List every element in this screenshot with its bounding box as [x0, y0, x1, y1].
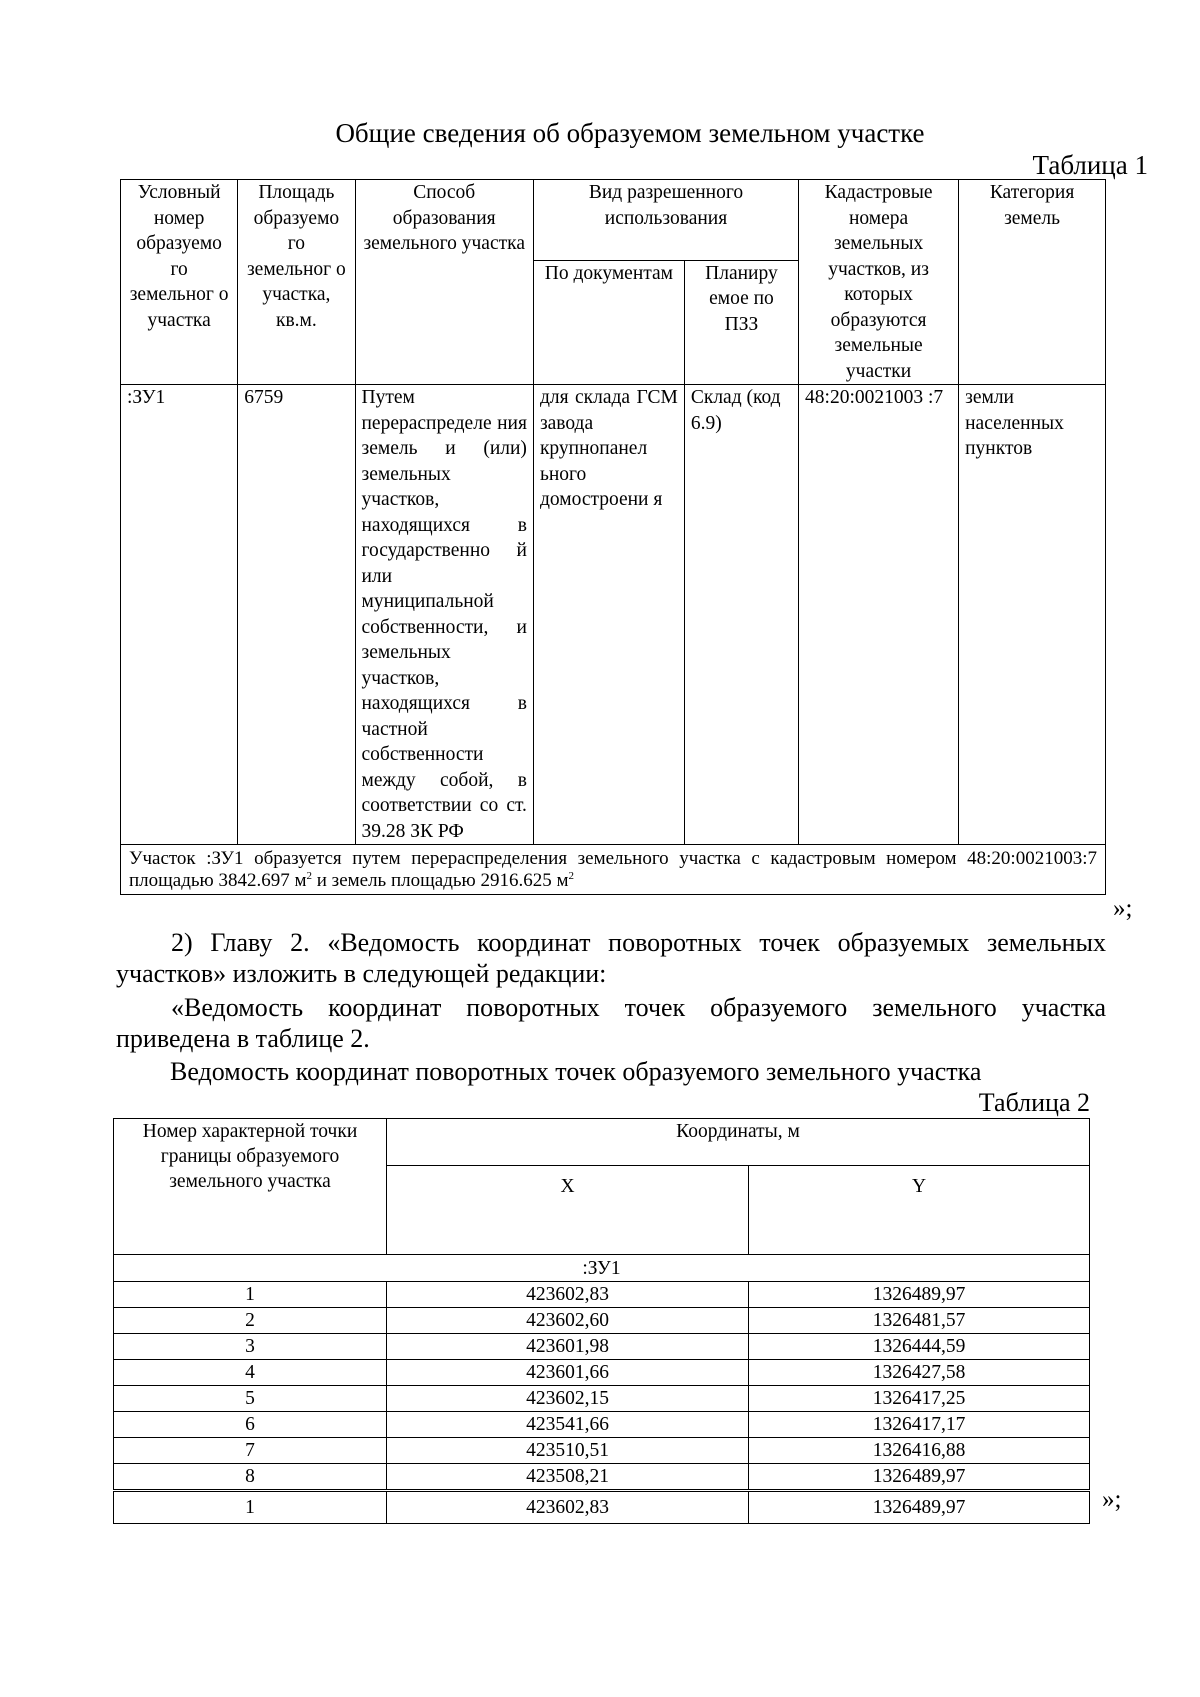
paragraph-table2-intro: «Ведомость координат поворотных точек образуемого земельного участка приведена в таблице 2.	[116, 993, 1106, 1053]
cell-method: Путем перераспределе ния земель и (или) земельных участков, находящихся в государственно й или муниципальной собственности, и земельных участков, находящихся в частной собственности между собой, в соответствии со ст. 39.28 ЗК РФ	[355, 385, 533, 845]
table-row	[121, 385, 1106, 845]
table1-label: Таблица 1	[1032, 150, 1148, 180]
cell-use-docs: для склада ГСМ завода крупнопанел ьного домостроени я	[533, 385, 684, 845]
cell-x: 423602,83	[387, 1282, 749, 1308]
header-formation-method: Способ образования земельного участка	[355, 180, 533, 385]
header-y: Y	[749, 1166, 1090, 1255]
table-row	[114, 1308, 1090, 1334]
cell-point-number: 6	[114, 1412, 387, 1438]
table1-title: Общие сведения об образуемом земельном участке	[335, 118, 925, 148]
header-x: X	[387, 1166, 749, 1255]
note-text-2: и земель площадью 2916.625 м	[312, 870, 569, 891]
cell-point-number: 4	[114, 1360, 387, 1386]
cell-point-number: 2	[114, 1308, 387, 1334]
cell-y: 1326416,88	[749, 1438, 1090, 1464]
cell-y: 1326444,59	[749, 1334, 1090, 1360]
header-coordinates: Координаты, м	[387, 1119, 1090, 1166]
header-area: Площадь образуемо го земельног о участка, кв.м.	[238, 180, 355, 385]
cell-y: 1326417,25	[749, 1386, 1090, 1412]
table-row	[114, 1360, 1090, 1386]
table1	[120, 179, 1106, 895]
cell-point-number: 7	[114, 1438, 387, 1464]
header-use-by-documents: По документам	[533, 260, 684, 384]
note-sup-2: 2	[568, 870, 574, 882]
cell-x: 423602,15	[387, 1386, 749, 1412]
header-conditional-number: Условный номер образуемо го земельног о участка	[121, 180, 238, 385]
cell-x: 423601,66	[387, 1360, 749, 1386]
table2-end-quote: »;	[1102, 1486, 1122, 1513]
paragraph-chapter-2: 2) Главу 2. «Ведомость координат поворотных точек образуемых земельных участков» изложить в следующей редакции:	[116, 928, 1106, 988]
table2-label: Таблица 2	[978, 1088, 1090, 1117]
table2	[113, 1118, 1090, 1524]
table2-title: Ведомость координат поворотных точек образуемого земельного участка	[170, 1057, 982, 1086]
cell-x: 423541,66	[387, 1412, 749, 1438]
table-row	[114, 1334, 1090, 1360]
cell-y: 1326489,97	[749, 1491, 1090, 1524]
cell-x: 423602,83	[387, 1491, 749, 1524]
header-point-number: Номер характерной точки границы образуемого земельного участка	[114, 1119, 387, 1255]
cell-point-number: 1	[114, 1491, 387, 1524]
header-land-category: Категория земель	[959, 180, 1106, 385]
cell-x: 423602,60	[387, 1308, 749, 1334]
table1-end-quote: »;	[1113, 895, 1133, 922]
cell-cadastral: 48:20:0021003 :7	[799, 385, 959, 845]
table-row	[114, 1412, 1090, 1438]
cell-x: 423510,51	[387, 1438, 749, 1464]
table1-note	[121, 845, 1106, 895]
cell-y: 1326481,57	[749, 1308, 1090, 1334]
header-permitted-use: Вид разрешенного использования	[533, 180, 798, 261]
cell-area: 6759	[238, 385, 355, 845]
table-row	[114, 1491, 1090, 1524]
cell-point-number: 8	[114, 1464, 387, 1491]
cell-point-number: 3	[114, 1334, 387, 1360]
cell-y: 1326489,97	[749, 1282, 1090, 1308]
section-zu1: :ЗУ1	[114, 1255, 1090, 1282]
note-sup-1: 2	[306, 870, 313, 882]
note-text-1: Участок :ЗУ1 образуется путем перераспределения земельного участка с кадастровым номером 48:20:0021003:7 площадью 3842.697 м	[129, 848, 1097, 891]
table-row	[114, 1386, 1090, 1412]
cell-point-number: 1	[114, 1282, 387, 1308]
header-cadastral-numbers: Кадастровые номера земельных участков, из которых образуются земельные участки	[799, 180, 959, 385]
cell-x: 423508,21	[387, 1464, 749, 1491]
cell-number: :ЗУ1	[121, 385, 238, 845]
cell-use-pzz: Склад (код 6.9)	[684, 385, 798, 845]
cell-category: земли населенных пунктов	[959, 385, 1106, 845]
cell-y: 1326489,97	[749, 1464, 1090, 1491]
table-row	[114, 1464, 1090, 1491]
cell-y: 1326417,17	[749, 1412, 1090, 1438]
table-row	[114, 1438, 1090, 1464]
table-row	[114, 1282, 1090, 1308]
cell-y: 1326427,58	[749, 1360, 1090, 1386]
cell-point-number: 5	[114, 1386, 387, 1412]
cell-x: 423601,98	[387, 1334, 749, 1360]
header-use-planned-pzz: Планиру емое по ПЗЗ	[684, 260, 798, 384]
